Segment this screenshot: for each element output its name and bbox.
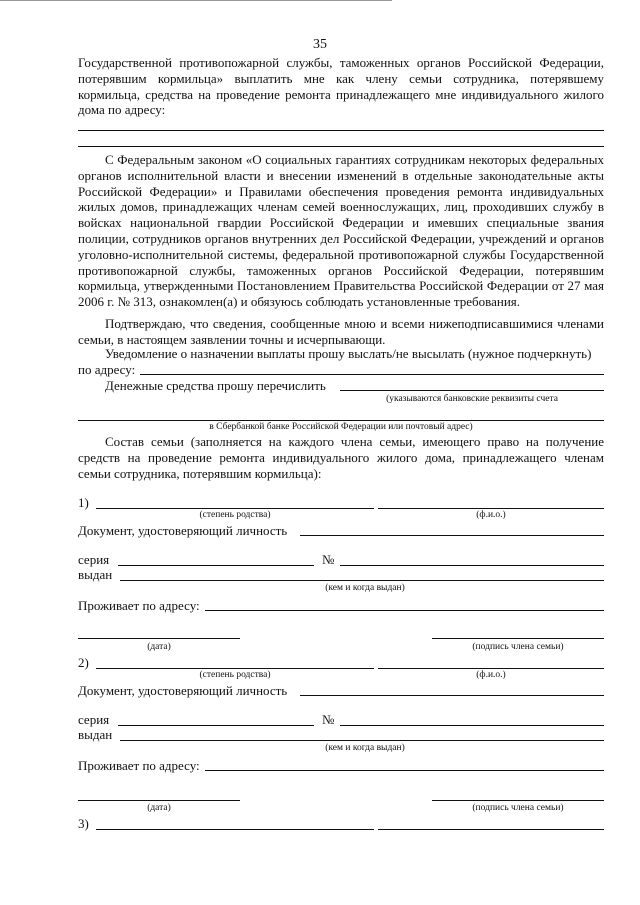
- fio-caption: (ф.и.о.): [476, 670, 506, 680]
- resides-field[interactable]: [205, 770, 604, 771]
- relation-field[interactable]: [96, 668, 374, 669]
- id-doc-label: Документ, удостоверяющий личность: [78, 683, 288, 698]
- member-number: 2): [78, 655, 89, 670]
- fio-caption: (ф.и.о.): [476, 510, 506, 520]
- series-field[interactable]: [118, 565, 314, 566]
- signature-field[interactable]: [432, 800, 604, 801]
- number-label: №: [322, 552, 335, 567]
- number-field[interactable]: [340, 565, 604, 566]
- id-doc-field[interactable]: [300, 535, 604, 536]
- date-field[interactable]: [78, 800, 240, 801]
- issued-label: выдан: [78, 727, 113, 742]
- issued-caption: (кем и когда выдан): [325, 743, 405, 753]
- transfer-caption: (указываются банковские реквизиты счета: [386, 394, 558, 404]
- notice-line: Уведомление о назначении выплаты прошу выслать/не высылать (нужное подчеркнуть): [105, 346, 592, 361]
- address-line-2[interactable]: [78, 146, 604, 147]
- issued-caption: (кем и когда выдан): [325, 583, 405, 593]
- fio-field[interactable]: [378, 508, 604, 509]
- fio-field[interactable]: [378, 829, 604, 830]
- intro-paragraph: Государственной противопожарной службы, таможенных органов Российской Федерации, потерявшим кормильца» выплатить мне как члену семьи сотрудника, потерявшему кормильца, средства на проведение ремонта принадлежащего мне индивидуального жилого дома по адресу:: [78, 55, 604, 118]
- id-doc-field[interactable]: [300, 695, 604, 696]
- date-caption: (дата): [147, 642, 171, 652]
- relation-field[interactable]: [96, 829, 374, 830]
- top-rule: [0, 0, 392, 1]
- transfer-field[interactable]: [340, 390, 604, 391]
- relation-field[interactable]: [96, 508, 374, 509]
- confirm-paragraph: Подтверждаю, что сведения, сообщенные мною и всеми нижеподписавшимися членами семьи, в настоящем заявлении точны и исчерпывающи.: [78, 316, 604, 347]
- member-number: 3): [78, 816, 89, 831]
- law-paragraph: С Федеральным законом «О социальных гарантиях сотрудникам некоторых федеральных органов исполнительной власти и внесении изменений в отдельные законодательные акты Российской Федерации» и Правилами обеспечения проведения ремонта индивидуальных жилых домов, принадлежащих членам семей военнослужащих, лиц, проходивших службу в войсках национальной гвардии Российской Федерации и имевших специальные звания полиции, сотрудников органов внутренних дел Российской Федерации, учреждений и органов уголовно-исполнительной системы, федеральной противопожарной службы Государственной противопожарной службы, таможенных органов Российской Федерации, потерявшим кормильца, утвержденными Постановлением Правительства Российской Федерации от 27 мая 2006 г. № 313, ознакомлен(а) и обязуюсь соблюдать установленные требования.: [78, 152, 604, 310]
- series-label: серия: [78, 712, 110, 727]
- issued-field[interactable]: [120, 580, 604, 581]
- issued-label: выдан: [78, 567, 113, 582]
- resides-label: Проживает по адресу:: [78, 758, 200, 773]
- transfer-label: Денежные средства прошу перечислить: [105, 378, 326, 393]
- signature-caption: (подпись члена семьи): [472, 803, 564, 813]
- resides-label: Проживает по адресу:: [78, 598, 200, 613]
- fio-field[interactable]: [378, 668, 604, 669]
- signature-field[interactable]: [432, 638, 604, 639]
- bank-caption: в Сбербанкой банке Российской Федерации или почтовый адрес): [209, 422, 473, 432]
- series-field[interactable]: [118, 725, 314, 726]
- address-line-1[interactable]: [78, 130, 604, 131]
- number-label: №: [322, 712, 335, 727]
- id-doc-label: Документ, удостоверяющий личность: [78, 523, 288, 538]
- notice-address-field[interactable]: [140, 374, 604, 375]
- notice-address-label: по адресу:: [78, 362, 136, 377]
- family-paragraph: Состав семьи (заполняется на каждого члена семьи, имеющего право на получение средств на проведение ремонта индивидуального жилого дома, принадлежащего членам семьи сотрудника, потерявшим кормильца):: [78, 434, 604, 481]
- page-number: 35: [313, 37, 327, 52]
- member-number: 1): [78, 495, 89, 510]
- series-label: серия: [78, 552, 110, 567]
- bank-details-field[interactable]: [78, 420, 604, 421]
- issued-field[interactable]: [120, 740, 604, 741]
- number-field[interactable]: [340, 725, 604, 726]
- relation-caption: (степень родства): [199, 670, 271, 680]
- relation-caption: (степень родства): [199, 510, 271, 520]
- signature-caption: (подпись члена семьи): [472, 642, 564, 652]
- date-caption: (дата): [147, 803, 171, 813]
- resides-field[interactable]: [205, 610, 604, 611]
- date-field[interactable]: [78, 638, 240, 639]
